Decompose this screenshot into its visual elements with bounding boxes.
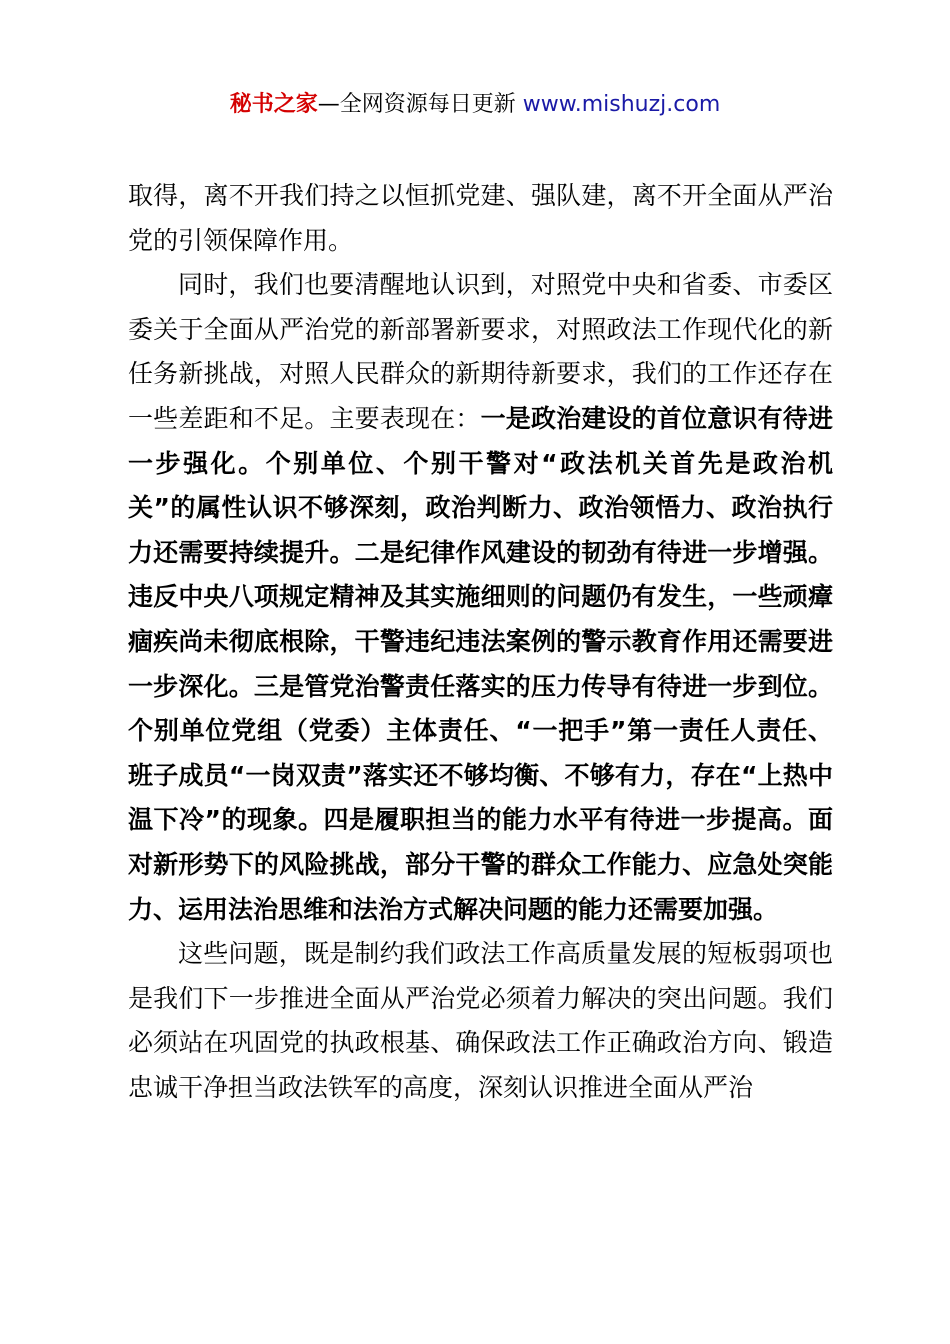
paragraph-problems [128, 263, 833, 932]
paragraph-continuation: 取得，离不开我们持之以恒抓党建、强队建，离不开全面从严治党的引领保障作用。 [128, 181, 833, 255]
site-header [0, 88, 950, 122]
paragraph-problems-intro: 同时，我们也要清醒地认识到，对照党中央和省委、市委区委关于全面从严治党的新部署新要求，对照政法工作现代化的新任务新挑战，对照人民群众的新期待新要求，我们的工作还存在一些差距和不足。主要表现在： [128, 270, 833, 433]
site-url-link[interactable]: www.mishuzj.com [522, 92, 721, 117]
site-tagline: —全网资源每日更新 [317, 92, 523, 117]
site-brand: 秘书之家 [229, 92, 318, 117]
paragraph-conclusion: 这些问题，既是制约我们政法工作高质量发展的短板弱项也是我们下一步推进全面从严治党必须着力解决的突出问题。我们必须站在巩固党的执政根基、确保政法工作正确政治方向、锻造忠诚干净担当政法铁军的高度，深刻认识推进全面从严治 [128, 939, 833, 1102]
paragraph-problems-list: 一是政治建设的首位意识有待进一步强化。个别单位、个别干警对“政法机关首先是政治机关”的属性认识不够深刻，政治判断力、政治领悟力、政治执行力还需要持续提升。二是纪律作风建设的韧劲有待进一步增强。违反中央八项规定精神及其实施细则的问题仍有发生，一些顽瘴痼疾尚未彻底根除，干警违纪违法案例的警示教育作用还需要进一步深化。三是管党治警责任落实的压力传导有待进一步到位。个别单位党组（党委）主体责任、“一把手”第一责任人责任、班子成员“一岗双责”落实还不够均衡、不够有力，存在“上热中温下冷”的现象。四是履职担当的能力水平有待进一步提高。面对新形势下的风险挑战，部分干警的群众工作能力、应急处突能力、运用法治思维和法治方式解决问题的能力还需要加强。 [128, 403, 833, 924]
document-body [128, 174, 833, 1110]
